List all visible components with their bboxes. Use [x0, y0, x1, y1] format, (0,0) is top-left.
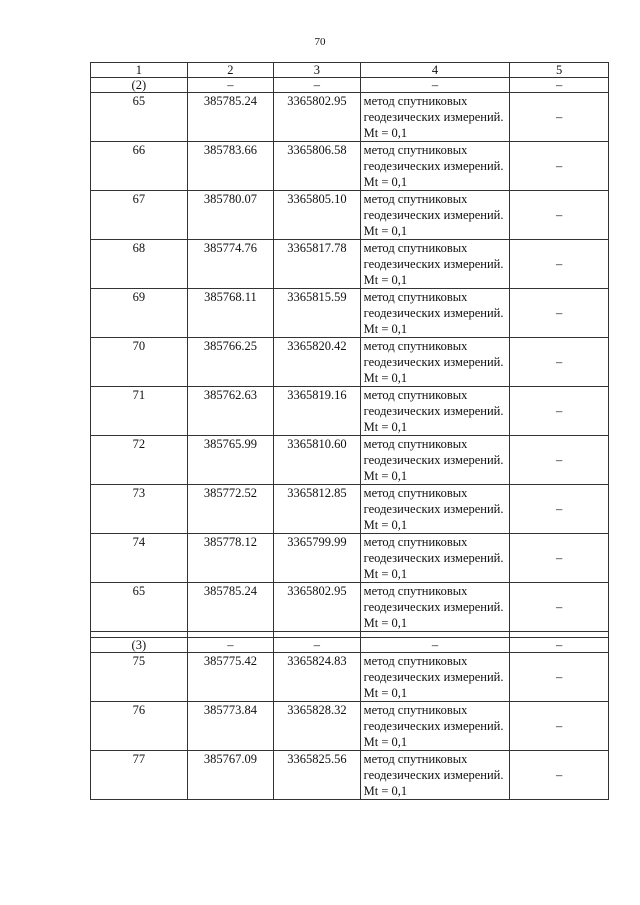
method-cell: – [360, 638, 510, 653]
point-number-cell: 72 [91, 436, 188, 485]
note-cell: – [510, 142, 609, 191]
y-coordinate-cell: – [274, 78, 361, 93]
note-cell: – [510, 78, 609, 93]
table-row [91, 485, 609, 534]
note-cell: – [510, 387, 609, 436]
table-row [91, 436, 609, 485]
table-row [91, 653, 609, 702]
section-row [91, 638, 609, 653]
y-coordinate-cell: 3365810.60 [274, 436, 361, 485]
x-coordinate-cell: 385765.99 [187, 436, 274, 485]
method-cell: метод спутниковых геодезических измерений. Mt = 0,1 [360, 702, 510, 751]
note-cell: – [510, 436, 609, 485]
x-coordinate-cell: 385766.25 [187, 338, 274, 387]
table-row [91, 93, 609, 142]
y-coordinate-cell: 3365802.95 [274, 93, 361, 142]
table-row [91, 289, 609, 338]
header-cell: 4 [360, 63, 510, 78]
x-coordinate-cell: 385780.07 [187, 191, 274, 240]
x-coordinate-cell: 385773.84 [187, 702, 274, 751]
y-coordinate-cell: 3365805.10 [274, 191, 361, 240]
note-cell: – [510, 338, 609, 387]
x-coordinate-cell: 385774.76 [187, 240, 274, 289]
table-row [91, 702, 609, 751]
method-cell: метод спутниковых геодезических измерений. Mt = 0,1 [360, 751, 510, 800]
section-row [91, 78, 609, 93]
method-cell: метод спутниковых геодезических измерений. Mt = 0,1 [360, 653, 510, 702]
x-coordinate-cell: 385778.12 [187, 534, 274, 583]
y-coordinate-cell: 3365815.59 [274, 289, 361, 338]
y-coordinate-cell: 3365806.58 [274, 142, 361, 191]
point-number-cell: 77 [91, 751, 188, 800]
method-cell: метод спутниковых геодезических измерений. Mt = 0,1 [360, 93, 510, 142]
note-cell: – [510, 702, 609, 751]
header-cell: 5 [510, 63, 609, 78]
y-coordinate-cell: 3365802.95 [274, 583, 361, 632]
point-number-cell: 75 [91, 653, 188, 702]
x-coordinate-cell: – [187, 638, 274, 653]
method-cell: метод спутниковых геодезических измерений. Mt = 0,1 [360, 387, 510, 436]
y-coordinate-cell: 3365812.85 [274, 485, 361, 534]
method-cell: метод спутниковых геодезических измерений. Mt = 0,1 [360, 338, 510, 387]
method-cell: метод спутниковых геодезических измерений. Mt = 0,1 [360, 436, 510, 485]
note-cell: – [510, 191, 609, 240]
method-cell: метод спутниковых геодезических измерений. Mt = 0,1 [360, 240, 510, 289]
note-cell: – [510, 289, 609, 338]
note-cell: – [510, 638, 609, 653]
note-cell: – [510, 534, 609, 583]
x-coordinate-cell: 385775.42 [187, 653, 274, 702]
table-row [91, 387, 609, 436]
point-number-cell: 69 [91, 289, 188, 338]
y-coordinate-cell: 3365824.83 [274, 653, 361, 702]
page-number: 70 [314, 36, 326, 48]
y-coordinate-cell: 3365825.56 [274, 751, 361, 800]
table-row [91, 191, 609, 240]
x-coordinate-cell: 385783.66 [187, 142, 274, 191]
point-number-cell: (3) [91, 638, 188, 653]
x-coordinate-cell: 385767.09 [187, 751, 274, 800]
x-coordinate-cell: 385785.24 [187, 583, 274, 632]
method-cell: – [360, 78, 510, 93]
y-coordinate-cell: 3365819.16 [274, 387, 361, 436]
header-row [91, 63, 609, 78]
y-coordinate-cell: 3365820.42 [274, 338, 361, 387]
x-coordinate-cell: – [187, 78, 274, 93]
point-number-cell: 66 [91, 142, 188, 191]
header-cell: 1 [91, 63, 188, 78]
note-cell: – [510, 583, 609, 632]
point-number-cell: 76 [91, 702, 188, 751]
x-coordinate-cell: 385785.24 [187, 93, 274, 142]
header-cell: 3 [274, 63, 361, 78]
method-cell: метод спутниковых геодезических измерений. Mt = 0,1 [360, 142, 510, 191]
note-cell: – [510, 751, 609, 800]
point-number-cell: 68 [91, 240, 188, 289]
y-coordinate-cell: 3365817.78 [274, 240, 361, 289]
point-number-cell: 67 [91, 191, 188, 240]
x-coordinate-cell: 385772.52 [187, 485, 274, 534]
table-body [91, 78, 609, 800]
point-number-cell: 70 [91, 338, 188, 387]
y-coordinate-cell: – [274, 638, 361, 653]
table-row [91, 142, 609, 191]
note-cell: – [510, 485, 609, 534]
point-number-cell: (2) [91, 78, 188, 93]
table-row [91, 240, 609, 289]
note-cell: – [510, 240, 609, 289]
header-cell: 2 [187, 63, 274, 78]
point-number-cell: 74 [91, 534, 188, 583]
method-cell: метод спутниковых геодезических измерений. Mt = 0,1 [360, 534, 510, 583]
table-row [91, 338, 609, 387]
table-row [91, 583, 609, 632]
point-number-cell: 71 [91, 387, 188, 436]
table-row [91, 751, 609, 800]
method-cell: метод спутниковых геодезических измерений. Mt = 0,1 [360, 485, 510, 534]
note-cell: – [510, 93, 609, 142]
method-cell: метод спутниковых геодезических измерений. Mt = 0,1 [360, 289, 510, 338]
point-number-cell: 73 [91, 485, 188, 534]
note-cell: – [510, 653, 609, 702]
x-coordinate-cell: 385768.11 [187, 289, 274, 338]
point-number-cell: 65 [91, 583, 188, 632]
point-number-cell: 65 [91, 93, 188, 142]
x-coordinate-cell: 385762.63 [187, 387, 274, 436]
table-row [91, 534, 609, 583]
coordinates-table [90, 62, 609, 800]
y-coordinate-cell: 3365799.99 [274, 534, 361, 583]
method-cell: метод спутниковых геодезических измерений. Mt = 0,1 [360, 583, 510, 632]
y-coordinate-cell: 3365828.32 [274, 702, 361, 751]
method-cell: метод спутниковых геодезических измерений. Mt = 0,1 [360, 191, 510, 240]
